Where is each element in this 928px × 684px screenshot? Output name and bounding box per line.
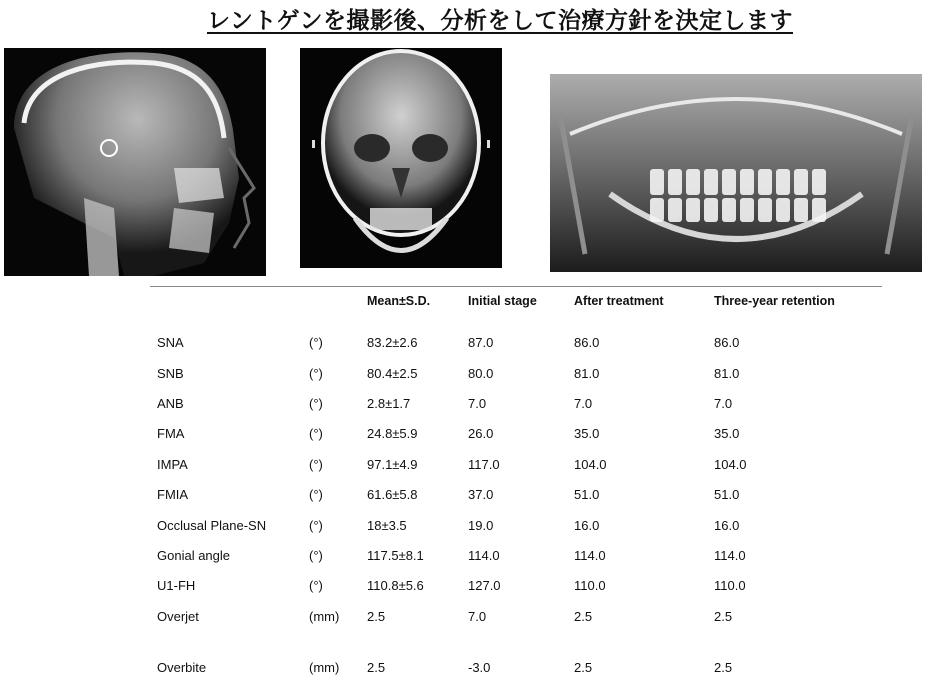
row-label: FMA (157, 426, 185, 441)
row-retention: 16.0 (714, 518, 740, 533)
row-unit: (°) (309, 518, 323, 533)
row-unit: (°) (309, 457, 323, 472)
row-unit: (mm) (309, 660, 340, 675)
row-initial: 7.0 (468, 609, 487, 624)
row-after: 35.0 (574, 426, 600, 441)
lateral-xray-image (4, 48, 266, 276)
panoramic-xray-image (550, 74, 922, 272)
row-retention: 51.0 (714, 487, 740, 502)
row-unit: (°) (309, 487, 323, 502)
table-divider (150, 286, 882, 287)
row-label: SNA (157, 335, 184, 350)
row-initial: 26.0 (468, 426, 494, 441)
row-mean: 80.4±2.5 (367, 366, 418, 381)
row-retention: 114.0 (714, 548, 746, 563)
row-mean: 18±3.5 (367, 518, 407, 533)
row-after: 104.0 (574, 457, 607, 472)
header-retention: Three-year retention (714, 294, 835, 308)
row-initial: 37.0 (468, 487, 494, 502)
row-after: 2.5 (574, 609, 593, 624)
row-unit: (°) (309, 335, 323, 350)
row-label: Overjet (157, 609, 199, 624)
row-initial: 7.0 (468, 396, 487, 411)
row-after: 16.0 (574, 518, 600, 533)
row-label: Occlusal Plane-SN (157, 518, 267, 533)
row-mean: 117.5±8.1 (367, 548, 424, 563)
row-after: 114.0 (574, 548, 606, 563)
row-label: FMIA (157, 487, 189, 502)
row-label: Overbite (157, 660, 207, 675)
row-retention: 7.0 (714, 396, 733, 411)
row-mean: 83.2±2.6 (367, 335, 418, 350)
row-unit: (°) (309, 548, 323, 563)
page-title: レントゲンを撮影後、分析をして治療方針を決定します (206, 8, 793, 34)
row-label: IMPA (157, 457, 188, 472)
row-unit: (°) (309, 426, 323, 441)
row-retention: 35.0 (714, 426, 740, 441)
frontal-xray-image (300, 48, 502, 268)
row-initial: -3.0 (468, 660, 491, 675)
row-initial: 87.0 (468, 335, 494, 350)
header-mean: Mean±S.D. (367, 294, 431, 308)
row-retention: 110.0 (714, 578, 746, 593)
row-retention: 104.0 (714, 457, 747, 472)
row-after: 86.0 (574, 335, 600, 350)
row-initial: 117.0 (468, 457, 500, 472)
row-after: 110.0 (574, 578, 606, 593)
row-unit: (mm) (309, 609, 340, 624)
header-after: After treatment (574, 294, 664, 308)
row-initial: 19.0 (468, 518, 494, 533)
row-label: U1-FH (157, 578, 196, 593)
row-label: ANB (157, 396, 184, 411)
row-unit: (°) (309, 396, 323, 411)
row-after: 2.5 (574, 660, 593, 675)
row-mean: 110.8±5.6 (367, 578, 424, 593)
row-after: 81.0 (574, 366, 600, 381)
row-mean: 97.1±4.9 (367, 457, 418, 472)
row-unit: (°) (309, 366, 323, 381)
row-mean: 2.8±1.7 (367, 396, 411, 411)
row-retention: 81.0 (714, 366, 740, 381)
row-label: SNB (157, 366, 184, 381)
header-initial: Initial stage (468, 294, 537, 308)
row-retention: 86.0 (714, 335, 740, 350)
row-initial: 127.0 (468, 578, 501, 593)
row-mean: 2.5 (367, 660, 386, 675)
row-after: 51.0 (574, 487, 600, 502)
row-mean: 24.8±5.9 (367, 426, 418, 441)
row-initial: 80.0 (468, 366, 494, 381)
row-mean: 61.6±5.8 (367, 487, 418, 502)
row-unit: (°) (309, 578, 323, 593)
row-retention: 2.5 (714, 609, 733, 624)
row-label: Gonial angle (157, 548, 230, 563)
row-after: 7.0 (574, 396, 593, 411)
row-mean: 2.5 (367, 609, 386, 624)
row-retention: 2.5 (714, 660, 733, 675)
row-initial: 114.0 (468, 548, 500, 563)
